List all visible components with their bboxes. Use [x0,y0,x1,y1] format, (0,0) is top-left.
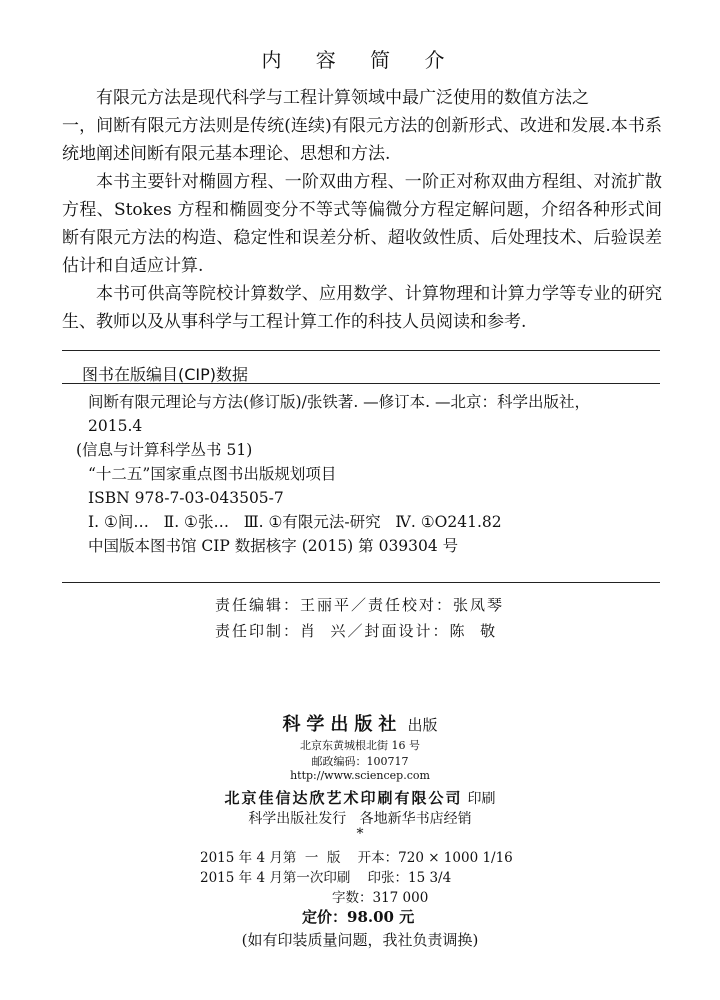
cip-line-isbn: ISBN 978-7-03-043505-7 [88,489,284,507]
editors-block [215,592,504,644]
price-label: 定价： [302,908,348,926]
cip-line-title: 间断有限元理论与方法(修订版)/张铁著. —修订本. —北京：科学出版社， [88,393,591,411]
summary-paragraph-2: 本书主要针对椭圆方程、一阶双曲方程、一阶正对称双曲方程组、对流扩散方程、Stokes 方程和椭圆变分不等式等偏微分方程定解问题，介绍各种形式间断有限元方法的构造、稳定性和误差分析、超收敛性质、后处理技术、后验误差估计和自适应计算. [62,172,662,276]
cip-block [76,390,591,558]
price-value: 98.00 元 [347,908,415,926]
publisher-address: 北京东黄城根北街 16 号 [300,739,420,752]
distribution-line: 科学出版社发行 各地新华书店经销 [248,811,472,827]
publisher-suffix: 出版 [407,716,438,734]
cip-line-classification: Ⅰ. ①间… Ⅱ. ①张… Ⅲ. ①有限元法-研究 Ⅳ. ①O241.82 [88,513,502,531]
printer-line [0,787,720,808]
editors-line-1: 责任编辑：王丽平／责任校对：张凤琴 [215,596,505,614]
summary-paragraph-1b: 一，间断有限元方法则是传统(连续)有限元方法的创新形式、改进和发展.本书系统地阐述间断有限元基本理论、思想和方法. [62,116,662,164]
price-line [302,906,414,927]
cip-line-year: 2015.4 [88,417,143,435]
printer-suffix: 印刷 [467,791,496,807]
cip-line-series: (信息与计算科学丛书 51) [76,441,253,459]
publisher-name: 科学出版社 [282,714,403,735]
summary-paragraph-1a: 有限元方法是现代科学与工程计算领域中最广泛使用的数值方法之 [96,88,589,108]
quality-note: (如有印装质量问题，我社负责调换) [241,931,479,949]
publisher-url: http://www.sciencep.com [290,769,430,782]
cip-line-project: “十二五”国家重点图书出版规划项目 [88,465,337,483]
colophon-wordcount: 字数：317 000 [332,890,429,906]
cip-header: 图书在版编目(CIP)数据 [82,365,249,384]
divider-bottom [62,582,660,583]
separator-star: * [356,826,364,842]
summary-paragraph-3: 本书可供高等院校计算数学、应用数学、计算物理和计算力学等专业的研究生、教师以及从事科学与工程计算工作的科技人员阅读和参考. [62,284,662,332]
colophon-edition: 2015 年 4 月第 一 版 开本：720 × 1000 1/16 [200,850,513,866]
divider-cip [62,383,660,384]
colophon-printing: 2015 年 4 月第一次印刷 印张：15 3/4 [200,870,452,886]
summary-section [62,84,662,336]
page-title: 内 容 简 介 [261,48,459,72]
printer-name: 北京佳信达欣艺术印刷有限公司 [224,789,463,807]
publisher-line [0,710,720,736]
editors-line-2: 责任印制：肖 兴／封面设计：陈 敬 [215,622,498,640]
cip-line-record: 中国版本图书馆 CIP 数据核字 (2015) 第 039304 号 [88,537,459,555]
publisher-postcode: 邮政编码：100717 [311,755,409,768]
divider-top [62,350,660,351]
